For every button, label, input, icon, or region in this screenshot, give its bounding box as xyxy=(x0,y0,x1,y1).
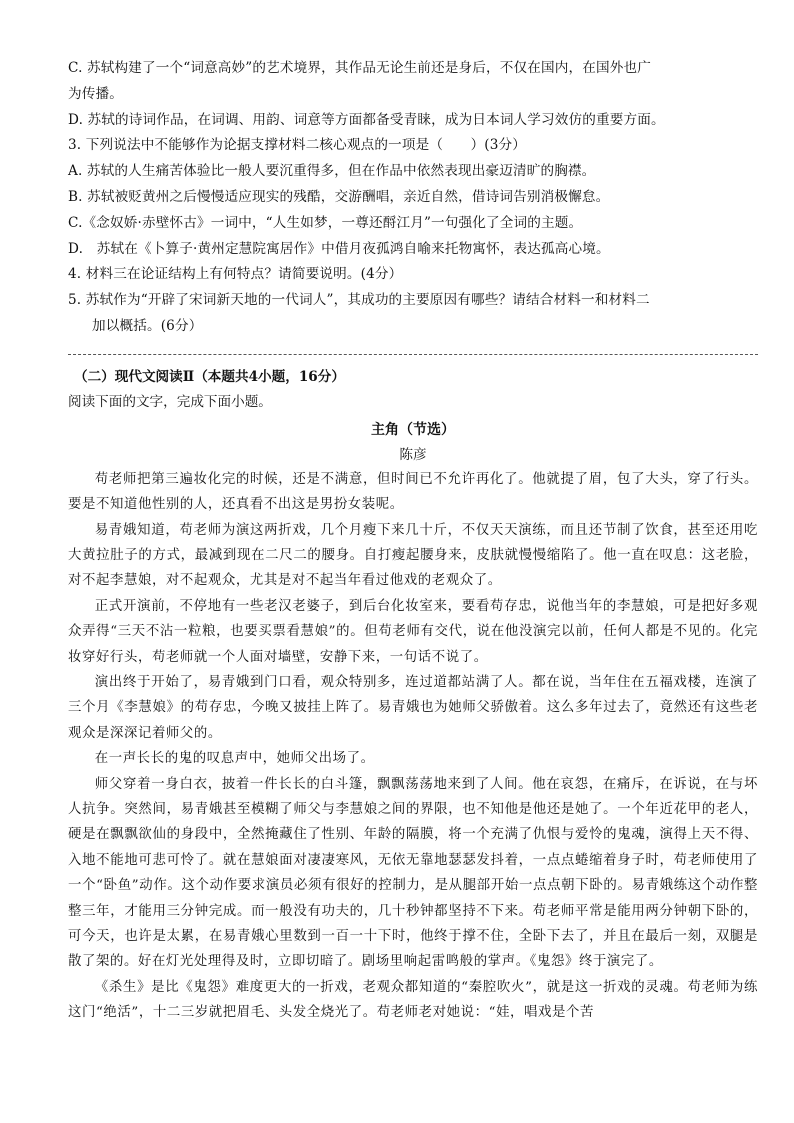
option-d: D. 苏轼的诗词作品，在词调、用韵、词意等方面都备受青睐，成为日本词人学习效仿的重要方面。 xyxy=(68,111,665,128)
passage-paragraph: 易青娥知道，苟老师为演这两折戏，几个月瘦下来几十斤，不仅天天演练，而且还节制了饮食，甚至还用吃大黄拉肚子的方式，最减到现在二尺二的腰身。自打瘦起腰身来，皮肤就慢慢缩陷了。他一直在叹息：这老脸，对不起李慧娘，对不起观众，尤其是对不起当年看过他戏的老观众了。 xyxy=(68,522,758,589)
question-3: 3. 下列说法中不能够作为论据支撑材料二核心观点的一项是（ ）(3分） xyxy=(68,137,527,154)
passage-paragraph: 师父穿着一身白衣，披着一件长长的白斗篷，飘飘荡荡地来到了人间。他在哀怨，在痛斥，在诉说，在与坏人抗争。突然间，易青娥甚至模糊了师父与李慧娘之间的界限，也不知他是他还是她了。一个年近花甲的老人，硬是在飘飘欲仙的身段中，全然掩藏住了性别、年龄的隔膜，将一个充满了仇恨与爱怜的鬼魂，演得上天不得、入地不能地可悲可怜了。就在慧娘面对凄凄寒风，无依无靠地瑟瑟发抖着，一点点蜷缩着身子时，苟老师使用了一个“卧鱼”动作。这个动作要求演员必须有很好的控制力，是从腿部开始一点点朝下卧的。易青娥练这个动作整整三年，才能用三分钟完成。而一般没有功夫的，几十秒钟都坚持不下来。苟老师平常是能用两分钟朝下卧的，可今天，也许是太累，在易青娥心里数到一百一十下时，他终于撑不住，全卧下去了，并且在最后一刻，双腿是散了架的。好在灯光处理得及时，立即切暗了。剧场里响起雷鸣般的掌声。《鬼怨》终于演完了。 xyxy=(68,776,758,970)
question-4: 4. 材料三在论证结构上有何特点？请简要说明。(4分） xyxy=(68,266,403,283)
passage-paragraph: 在一声长长的鬼的叹息声中，她师父出场了。 xyxy=(94,751,375,767)
question-3-option-b: B. 苏轼被贬黄州之后慢慢适应现实的残酷，交游酬唱，亲近自然，借诗词告别消极懈怠。 xyxy=(68,188,610,205)
passage-title: 主角（节选） xyxy=(371,421,455,438)
question-5-line2: 加以概括。(6分） xyxy=(92,317,203,334)
passage-paragraph: 演出终于开始了，易青娥到门口看，观众特别多，连过道都站满了人。都在说，当年住在五福戏楼，连演了三个月《李慧娘》的苟存忠，今晚又披挂上阵了。易青娥也为她师父骄傲着。这么多年过去了，竟然还有这些老观众是深深记着师父的。 xyxy=(68,675,758,741)
option-c-line1: C. 苏轼构建了一个“词意高妙”的艺术境界，其作品无论生前还是身后，不仅在国内，在国外也广 xyxy=(68,60,651,76)
question-5-line1: 5. 苏轼作为“开辟了宋词新天地的一代词人”，其成功的主要原因有哪些？请结合材料一和材料二 xyxy=(68,292,650,309)
question-3-option-c: C.《念奴娇·赤壁怀古》一词中，“人生如梦，一尊还酹江月”一句强化了全词的主题。 xyxy=(68,214,583,231)
question-3-option-d: D. 苏轼在《卜算子·黄州定慧院寓居作》中借月夜孤鸿自喻来托物寓怀，表达孤高心境。 xyxy=(68,240,610,257)
exam-page xyxy=(68,56,758,1026)
section-divider xyxy=(68,354,758,355)
passage-paragraph: 正式开演前，不停地有一些老汉老婆子，到后台化妆室来，要看苟存忠，说他当年的李慧娘，可是把好多观众弄得“三天不沾一粒粮，也要买票看慧娘”的。但苟老师有交代，说在他没演完以前，任何人都是不见的。化完妆穿好行头，苟老师就一个人面对墙壁，安静下来，一句话不说了。 xyxy=(68,598,758,665)
passage-paragraph: 《杀生》是比《鬼怨》难度更大的一折戏，老观众都知道的“秦腔吹火”，就是这一折戏的灵魂。苟老师为练这门“绝活”，十二三岁就把眉毛、头发全烧光了。苟老师老对她说：“娃，唱戏是个苦 xyxy=(68,979,758,1021)
section-heading: （二）现代文阅读Ⅱ（本题共4小题，16分） xyxy=(74,368,345,385)
passage-paragraph: 苟老师把第三遍妆化完的时候，还是不满意，但时间已不允许再化了。他就提了眉，包了大头，穿了行头。要是不知道他性别的人，还真看不出这是男扮女装呢。 xyxy=(68,471,758,513)
reading-instruction: 阅读下面的文字，完成下面小题。 xyxy=(68,393,272,410)
passage-author: 陈彦 xyxy=(399,446,427,463)
question-3-option-a: A. 苏轼的人生痛苦体验比一般人要沉重得多，但在作品中依然表现出豪迈清旷的胸襟。 xyxy=(68,163,596,180)
option-c-line2: 为传播。 xyxy=(68,85,123,102)
